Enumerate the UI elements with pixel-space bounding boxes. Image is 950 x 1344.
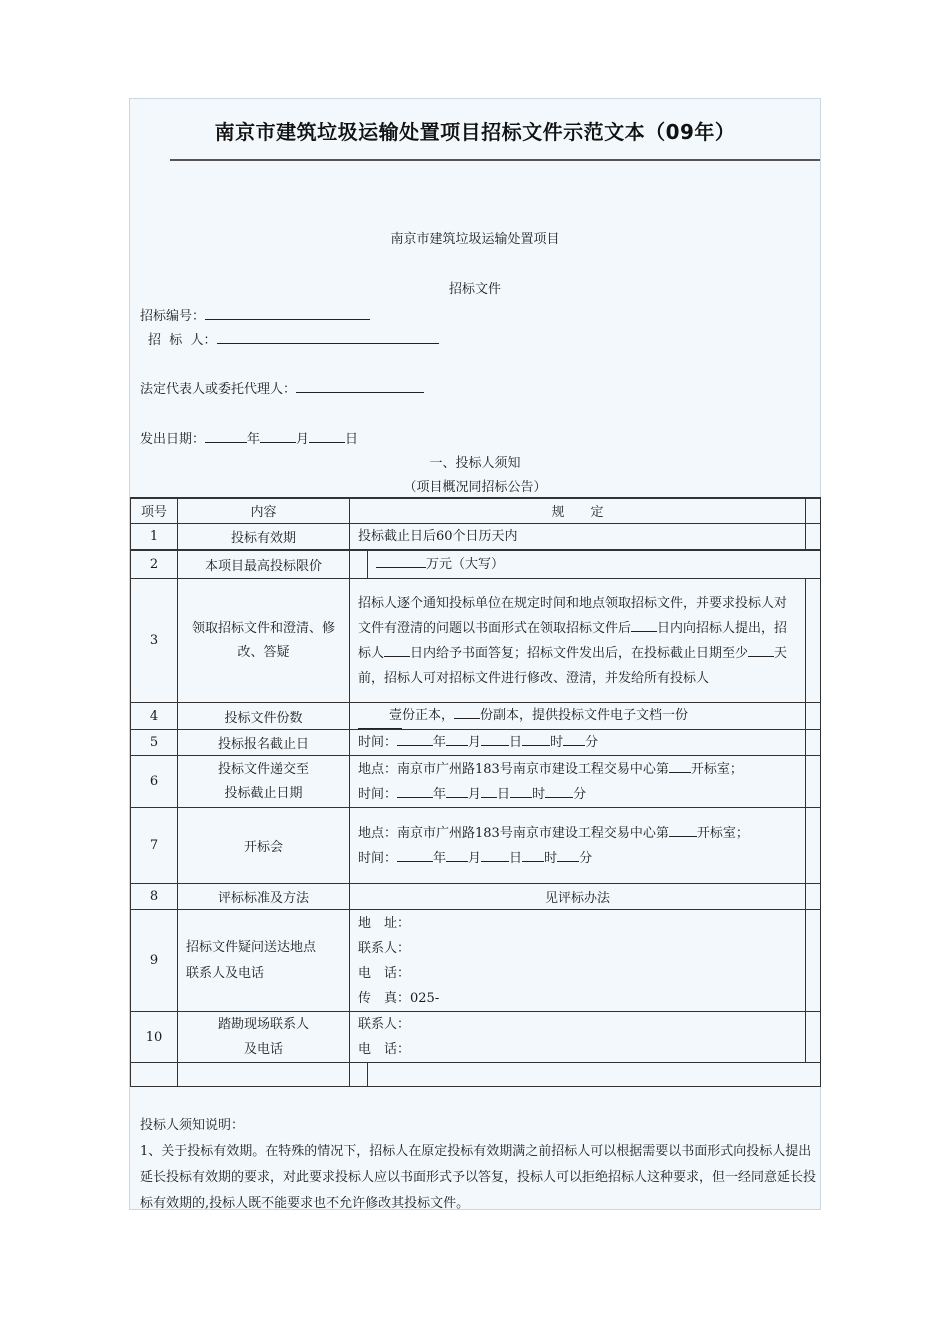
table-row xyxy=(131,550,821,579)
row-rule: 见评标办法 xyxy=(350,884,806,910)
blank xyxy=(481,733,509,746)
table-row xyxy=(131,808,821,884)
section-title: 一、投标人须知 xyxy=(429,456,521,471)
rule-part: 天前，招标人可对招标文件进行修改、澄清，并发给所有投标人 xyxy=(358,645,788,686)
row-edge xyxy=(806,1012,821,1063)
unit: 时 xyxy=(532,786,546,802)
issue-date-field xyxy=(140,430,358,449)
rule-part: 份副本，提供投标文件电子文档一份 xyxy=(480,708,689,723)
content-line: 踏勘现场联系人 xyxy=(217,1017,309,1032)
place-text: 地点：南京市广州路183号南京市建设工程交易中心第 xyxy=(358,825,669,841)
row-no: 8 xyxy=(131,884,178,910)
table-row xyxy=(131,1012,821,1063)
row-content xyxy=(178,910,350,1012)
empty-cell xyxy=(368,1063,821,1087)
row-edge xyxy=(806,703,821,730)
blank xyxy=(397,785,433,798)
row-content: 本项目最高投标限价 xyxy=(178,550,350,579)
content-line: 联系人及电话 xyxy=(186,965,265,981)
month-blank xyxy=(260,430,296,443)
blank xyxy=(522,733,550,746)
unit: 年 xyxy=(433,735,447,750)
row-rule xyxy=(350,730,806,756)
room-text: 开标室； xyxy=(696,825,749,841)
unit: 月 xyxy=(468,786,482,802)
row-content xyxy=(178,1012,350,1063)
row-edge xyxy=(806,910,821,1012)
rule-part: 日内给予书面答复；招标文件发出后，在投标截止日期至少 xyxy=(410,645,749,661)
room-text: 开标室； xyxy=(690,761,743,777)
row-rule xyxy=(350,910,806,1012)
fax-label: 传 真：025- xyxy=(358,990,440,1006)
time-label: 时间： xyxy=(358,735,398,750)
tenderer-label: 招 标 人： xyxy=(148,333,217,348)
bidder-instructions-table xyxy=(130,497,821,1087)
document-title: 南京市建筑垃圾运输处置项目招标文件示范文本（09年） xyxy=(214,119,736,144)
row-no: 6 xyxy=(131,756,178,808)
blank xyxy=(397,733,433,746)
row-rule: 投标截止日后60个日历天内 xyxy=(350,523,806,550)
copies-blank xyxy=(454,706,480,719)
empty-cell xyxy=(350,1063,368,1087)
row-edge xyxy=(806,579,821,703)
content-line: 招标文件疑问送达地点 xyxy=(186,939,317,955)
contact-label: 联系人： xyxy=(358,940,411,956)
row-content: 开标会 xyxy=(178,808,350,884)
unit: 日 xyxy=(509,850,523,866)
rule-part: 份正本， xyxy=(402,708,455,723)
row-rule xyxy=(350,1012,806,1063)
amount-unit: 万元（大写） xyxy=(426,556,505,572)
unit: 时 xyxy=(544,850,558,866)
month-label: 月 xyxy=(296,432,310,447)
issue-date-label: 发出日期： xyxy=(140,432,206,447)
row-edge xyxy=(806,523,821,550)
unit: 分 xyxy=(573,786,587,802)
row-no: 4 xyxy=(131,703,178,730)
content-line: 投标文件递交至 xyxy=(217,761,309,777)
bid-number-blank xyxy=(205,307,370,320)
place-text: 地点：南京市广州路183号南京市建设工程交易中心第 xyxy=(358,761,669,777)
unit: 年 xyxy=(433,786,447,802)
days-blank xyxy=(748,644,774,657)
notes-section xyxy=(140,1113,816,1217)
unit: 日 xyxy=(509,735,523,750)
row-content: 投标文件份数 xyxy=(178,703,350,730)
header-content: 内容 xyxy=(178,498,350,523)
row-rule xyxy=(350,808,806,884)
original-count: 壹 xyxy=(358,703,402,729)
unit: 分 xyxy=(579,850,593,866)
blank xyxy=(481,785,497,798)
content-line: 投标截止日期 xyxy=(224,785,303,801)
address-label: 地 址： xyxy=(358,915,411,931)
phone-label: 电 话： xyxy=(358,1042,411,1057)
notes-item-1: 1、关于投标有效期。在特殊的情况下，招标人在原定投标有效期满之前招标人可以根据需要以书面形式向投标人提出延长投标有效期的要求，对此要求投标人应以书面形式予以答复，投标人可以拒绝招标人这种要求，但一经同意延长投标有效期的,投标人既不能要求也不允许修改其投标文件。 xyxy=(140,1144,817,1211)
day-blank xyxy=(309,430,345,443)
row-edge xyxy=(806,730,821,756)
doc-name: 招标文件 xyxy=(448,282,501,297)
table-row xyxy=(131,579,821,703)
room-blank xyxy=(669,824,697,837)
unit: 日 xyxy=(497,786,511,802)
title-divider xyxy=(170,159,820,161)
table-row xyxy=(131,523,821,550)
blank xyxy=(563,733,585,746)
legal-rep-label: 法定代表人或委托代理人： xyxy=(140,382,297,397)
blank xyxy=(446,849,468,862)
row-edge xyxy=(806,808,821,884)
table-row xyxy=(131,703,821,730)
row-content: 投标有效期 xyxy=(178,523,350,550)
document-page xyxy=(129,98,821,1210)
project-name: 南京市建筑垃圾运输处置项目 xyxy=(390,232,560,247)
blank xyxy=(446,785,468,798)
header-rule: 规 定 xyxy=(350,498,806,523)
section-subtitle: （项目概况同招标公告） xyxy=(403,480,547,495)
unit: 分 xyxy=(585,735,599,750)
blank xyxy=(510,785,532,798)
table-row xyxy=(131,910,821,1012)
time-label: 时间： xyxy=(358,850,398,866)
days-blank xyxy=(631,619,657,632)
row-content: 投标报名截止日 xyxy=(178,730,350,756)
blank xyxy=(481,849,509,862)
unit: 月 xyxy=(468,850,482,866)
table-row xyxy=(131,884,821,910)
row-content: 领取招标文件和澄清、修改、答疑 xyxy=(178,579,350,703)
year-blank xyxy=(205,430,247,443)
row-edge xyxy=(806,756,821,808)
row-rule xyxy=(350,756,806,808)
unit: 年 xyxy=(433,850,447,866)
tenderer-field xyxy=(148,331,439,350)
row-edge xyxy=(806,884,821,910)
header-no: 项号 xyxy=(131,498,178,523)
bid-number-label: 招标编号： xyxy=(140,309,206,324)
row-content: 评标标准及方法 xyxy=(178,884,350,910)
row-no: 9 xyxy=(131,910,178,1012)
day-label: 日 xyxy=(345,432,359,447)
row-rule xyxy=(350,579,806,703)
row-no: 5 xyxy=(131,730,178,756)
amount-blank xyxy=(376,555,426,568)
tenderer-blank xyxy=(217,331,439,344)
row-rule xyxy=(350,703,806,730)
contact-label: 联系人： xyxy=(358,1017,411,1032)
legal-rep-field xyxy=(140,380,424,399)
blank xyxy=(397,849,433,862)
table-row xyxy=(131,730,821,756)
empty-cell xyxy=(178,1063,350,1087)
table-row-empty xyxy=(131,1063,821,1087)
row-spacer xyxy=(350,550,368,579)
row-content xyxy=(178,756,350,808)
row-no: 7 xyxy=(131,808,178,884)
blank xyxy=(446,733,468,746)
notes-heading: 投标人须知说明： xyxy=(140,1118,245,1133)
rule-part: 招标人逐个通知投标单位在规定时间和地点领取招标文件，并要求投标人对文件有澄清的问题以书面形式在领取招标文件后 xyxy=(358,595,788,636)
row-rule xyxy=(368,550,821,579)
header-edge xyxy=(806,498,821,523)
table-row xyxy=(131,756,821,808)
table-header-row xyxy=(131,498,821,523)
blank xyxy=(557,849,579,862)
row-no: 3 xyxy=(131,579,178,703)
room-blank xyxy=(669,760,691,773)
blank xyxy=(522,849,544,862)
blank xyxy=(545,785,573,798)
legal-rep-blank xyxy=(296,380,424,393)
row-no: 10 xyxy=(131,1012,178,1063)
phone-label: 电 话： xyxy=(358,965,411,981)
empty-cell xyxy=(131,1063,178,1087)
row-no: 1 xyxy=(131,523,178,550)
rule-part: 日内向招标人提出，招标人 xyxy=(358,620,788,661)
days-blank xyxy=(384,644,410,657)
unit: 时 xyxy=(550,735,564,750)
content-line: 及电话 xyxy=(243,1042,283,1057)
row-no: 2 xyxy=(131,550,178,579)
unit: 月 xyxy=(468,735,482,750)
bid-number-field xyxy=(140,307,370,326)
time-label: 时间： xyxy=(358,786,398,802)
year-label: 年 xyxy=(247,432,261,447)
